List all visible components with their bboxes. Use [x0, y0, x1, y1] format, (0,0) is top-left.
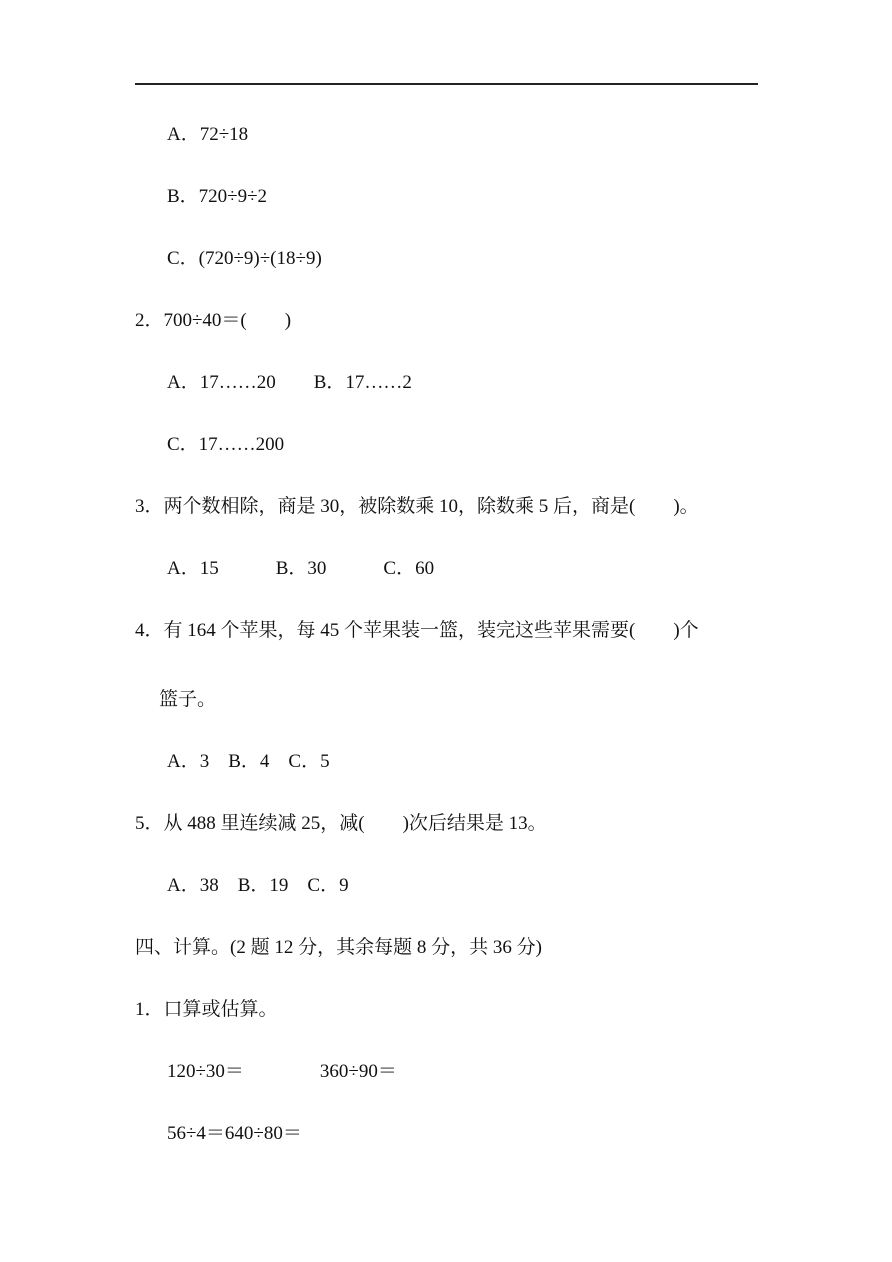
- mental-math-row-2: 56÷4＝640÷80＝: [167, 1123, 302, 1144]
- question-4-line-2: 篮子。: [159, 689, 217, 710]
- question-2: 2．700÷40＝( ): [135, 310, 292, 331]
- question-5: 5．从 488 里连续减 25，减( )次后结果是 13。: [135, 813, 547, 834]
- section-4-question-1: 1．口算或估算。: [135, 999, 278, 1020]
- mental-math-row-1: 120÷30＝ 360÷90＝: [167, 1061, 397, 1082]
- q1-option-c: C．(720÷9)÷(18÷9): [167, 248, 322, 269]
- q2-options-ab: A．17……20 B．17……2: [167, 372, 412, 393]
- q4-options: A．3 B．4 C．5: [167, 751, 330, 772]
- header-rule: [135, 83, 758, 85]
- q1-option-a: A．72÷18: [167, 124, 249, 145]
- q3-options: A．15 B．30 C．60: [167, 558, 435, 579]
- q5-options: A．38 B．19 C．9: [167, 875, 349, 896]
- question-4-line-1: 4．有 164 个苹果，每 45 个苹果装一篮，装完这些苹果需要( )个: [135, 620, 699, 641]
- section-4-title: 四、计算。(2 题 12 分，其余每题 8 分，共 36 分): [135, 937, 542, 958]
- question-3: 3．两个数相除，商是 30，被除数乘 10，除数乘 5 后，商是( )。: [135, 496, 699, 517]
- q1-option-b: B．720÷9÷2: [167, 186, 268, 207]
- q2-option-c: C．17……200: [167, 434, 285, 455]
